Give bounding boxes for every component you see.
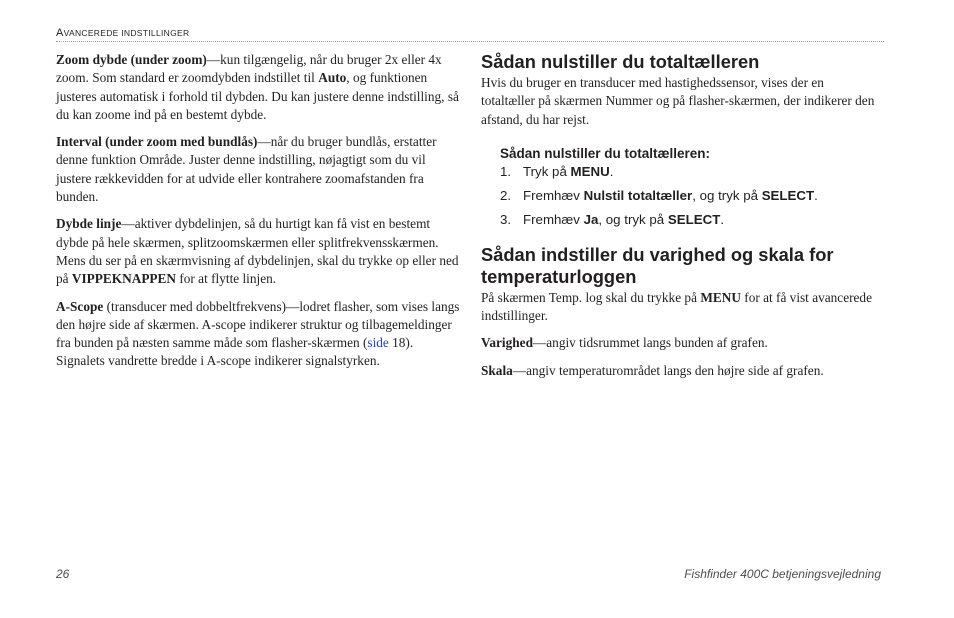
a-scope-paragraph: A-Scope (transducer med dobbeltfrekvens)—lodret flasher, som vises langs den højre side af skærmen. A-scope indikerer struktur og tilbagemeldinger fra bunden på næsten samme måde som flasher-skærmen (side 18). Signalets vandrette bredde i A-scope indikerer signalstyrken. xyxy=(56,298,460,369)
header-initial: A xyxy=(56,27,64,39)
right-column xyxy=(481,51,881,389)
temperature-heading: Sådan indstiller du varighed og skala for temperaturloggen xyxy=(481,243,834,287)
manual-title: Fishfinder 400C betjeningsvejledning xyxy=(684,567,881,581)
temperature-paragraph: På skærmen Temp. log skal du trykke på MENU for at få vist avancerede indstillinger. xyxy=(481,289,872,324)
zoom-depth-paragraph: Zoom dybde (under zoom)—kun tilgængelig, når du bruger 2x eller 4x zoom. Som standard er zoomdybden indstillet til Auto, og funktionen justeres automatisk i forhold til dybden. Du kan justere denne indstilling, så du kan zoome ind på en bestemt dybde. xyxy=(56,52,459,122)
procedure-title: Sådan nulstiller du totaltælleren: xyxy=(500,145,711,161)
depth-line-paragraph: Dybde linje—aktiver dybdelinjen, så du hurtigt kan få vist en bestemt dybde på hele skærmen, splitzoomskærmen eller splitfrekvensskærmen. Mens du ser på en skærmvisning af dybdelinjen, skal du trykke op eller ned på VIPPEKNAPPEN for at flytte linjen. xyxy=(56,216,459,287)
steps-list xyxy=(481,164,881,228)
interval-term: Interval (under zoom med bundlås) xyxy=(56,134,258,150)
scale-term: Skala xyxy=(481,362,513,378)
step-item: 2. Fremhæv Nulstil totaltæller, og tryk på SELECT. xyxy=(500,187,818,203)
reset-paragraph: Hvis du bruger en transducer med hastighedssensor, vises der en totaltæller på skærmen Nummer og på flasher-skærmen, der indikerer den afstand, du har rejst. xyxy=(481,75,875,127)
left-column xyxy=(56,51,460,380)
interval-paragraph: Interval (under zoom med bundlås)—når du bruger bundlås, erstatter denne funktion Område. Juster denne indstilling, nøjagtigt som du vil justere rækkevidden for at udvide eller kontrahere zoomafstanden fra bunden. xyxy=(56,134,437,205)
header-text: VANCEREDE INDSTILLINGER xyxy=(63,28,190,38)
depth-line-term: Dybde linje xyxy=(56,216,122,232)
duration-paragraph: Varighed—angiv tidsrummet langs bunden af grafen. xyxy=(481,335,768,351)
scale-paragraph: Skala—angiv temperaturområdet langs den højre side af grafen. xyxy=(481,362,824,378)
running-header xyxy=(56,27,884,42)
page-number: 26 xyxy=(56,567,70,581)
step-item: 1. Tryk på MENU. xyxy=(500,163,614,179)
page-link[interactable]: side xyxy=(367,335,389,351)
reset-heading: Sådan nulstiller du totaltælleren xyxy=(481,51,760,72)
step-item: 3. Fremhæv Ja, og tryk på SELECT. xyxy=(500,211,725,227)
a-scope-term: A-Scope xyxy=(56,298,104,314)
duration-term: Varighed xyxy=(481,335,533,351)
zoom-depth-term: Zoom dybde (under zoom) xyxy=(56,52,207,67)
